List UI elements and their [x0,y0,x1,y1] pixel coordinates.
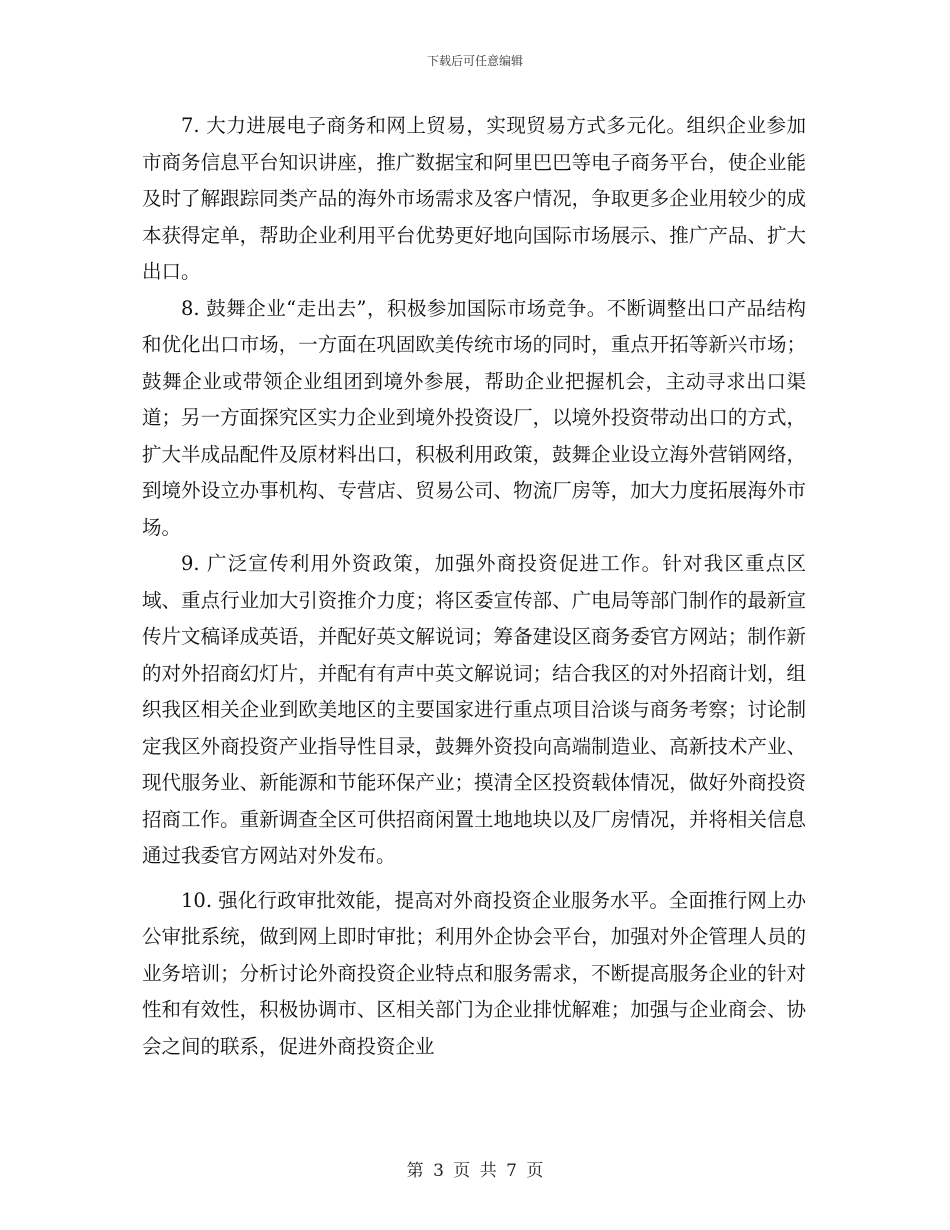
page-footer: 第 3 页 共 7 页 [406,1161,544,1181]
paragraph-9: 9. 广泛宣传利用外资政策，加强外商投资促进工作。针对我区重点区域、重点行业加大引资推介力度；将区委宣传部、广电局等部门制作的最新宣传片文稿译成英语，并配好英文解说词；筹备建设区商务委官方网站；制作新的对外招商幻灯片，并配有有声中英文解说词；结合我区的对外招商计划，组织我区相关企业到欧美地区的主要国家进行重点项目洽谈与商务考察；讨论制定我区外商投资产业指导性目录，鼓舞外资投向高端制造业、高新技术产业、现代服务业、新能源和节能环保产业；摸清全区投资载体情况，做好外商投资招商工作。重新调查全区可供招商闲置土地地块以及厂房情况，并将相关信息通过我委官方网站对外发布。 [142,552,806,867]
document-body [142,108,806,1065]
paragraph-8: 8. 鼓舞企业“走出去”，积极参加国际市场竞争。不断调整出口产品结构和优化出口市场，一方面在巩固欧美传统市场的同时，重点开拓等新兴市场；鼓舞企业或带领企业组团到境外参展，帮助企业把握机会，主动寻求出口渠道；另一方面探究区实力企业到境外投资设厂，以境外投资带动出口的方式，扩大半成品配件及原材料出口，积极利用政策，鼓舞企业设立海外营销网络，到境外设立办事机构、专营店、贸易公司、物流厂房等，加大力度拓展海外市场。 [142,296,806,539]
paragraph-7: 7. 大力进展电子商务和网上贸易，实现贸易方式多元化。组织企业参加市商务信息平台知识讲座，推广数据宝和阿里巴巴等电子商务平台，使企业能及时了解跟踪同类产品的海外市场需求及客户情况，争取更多企业用较少的成本获得定单，帮助企业利用平台优势更好地向国际市场展示、推广产品、扩大出口。 [142,114,806,283]
page-header: 下载后可任意编辑 [426,54,523,68]
paragraph-10: 10. 强化行政审批效能，提高对外商投资企业服务水平。全面推行网上办公审批系统，做到网上即时审批；利用外企协会平台，加强对外企管理人员的业务培训；分析讨论外商投资企业特点和服务需求，不断提高服务企业的针对性和有效性，积极协调市、区相关部门为企业排忧解难；加强与企业商会、协会之间的联系，促进外商投资企业 [142,888,806,1058]
